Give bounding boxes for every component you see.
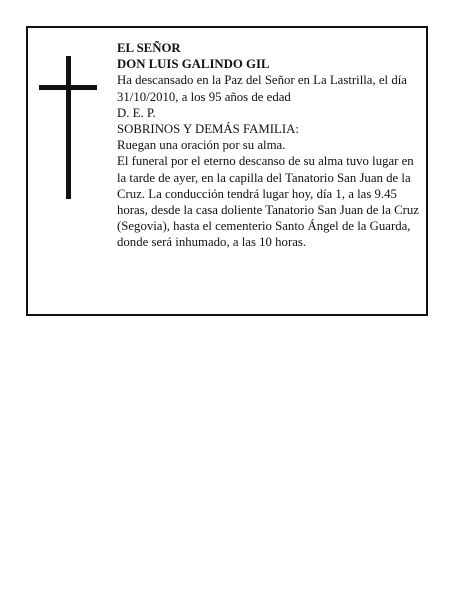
obituary-notice	[26, 26, 428, 316]
prayer-request: Ruegan una oración por su alma.	[117, 138, 286, 153]
family-line: SOBRINOS Y DEMÁS FAMILIA:	[117, 122, 299, 137]
rip-line: D. E. P.	[117, 105, 156, 120]
death-info: Ha descansado en la Paz del Señor en La Lastrilla, el día 31/10/2010, a los 95 años de edad	[117, 73, 407, 104]
title-line-1: EL SEÑOR	[117, 41, 181, 55]
funeral-details: El funeral por el eterno descanso de su alma tuvo lugar en la tarde de ayer, en la capilla del Tanatorio San Juan de la Cruz. La conducción tendrá lugar hoy, día 1, a las 9.45 horas, desde la casa doliente Tanatorio San Juan de la Cruz (Segovia), hasta el cementerio Santo Ángel de la Guarda, donde será inhumado, a las 10 horas.	[117, 154, 419, 250]
obituary-text	[117, 40, 422, 251]
cross-icon	[28, 28, 128, 228]
cross-horizontal-bar	[39, 85, 97, 90]
deceased-name: DON LUIS GALINDO GIL	[117, 57, 270, 72]
cross-vertical-bar	[66, 56, 71, 199]
